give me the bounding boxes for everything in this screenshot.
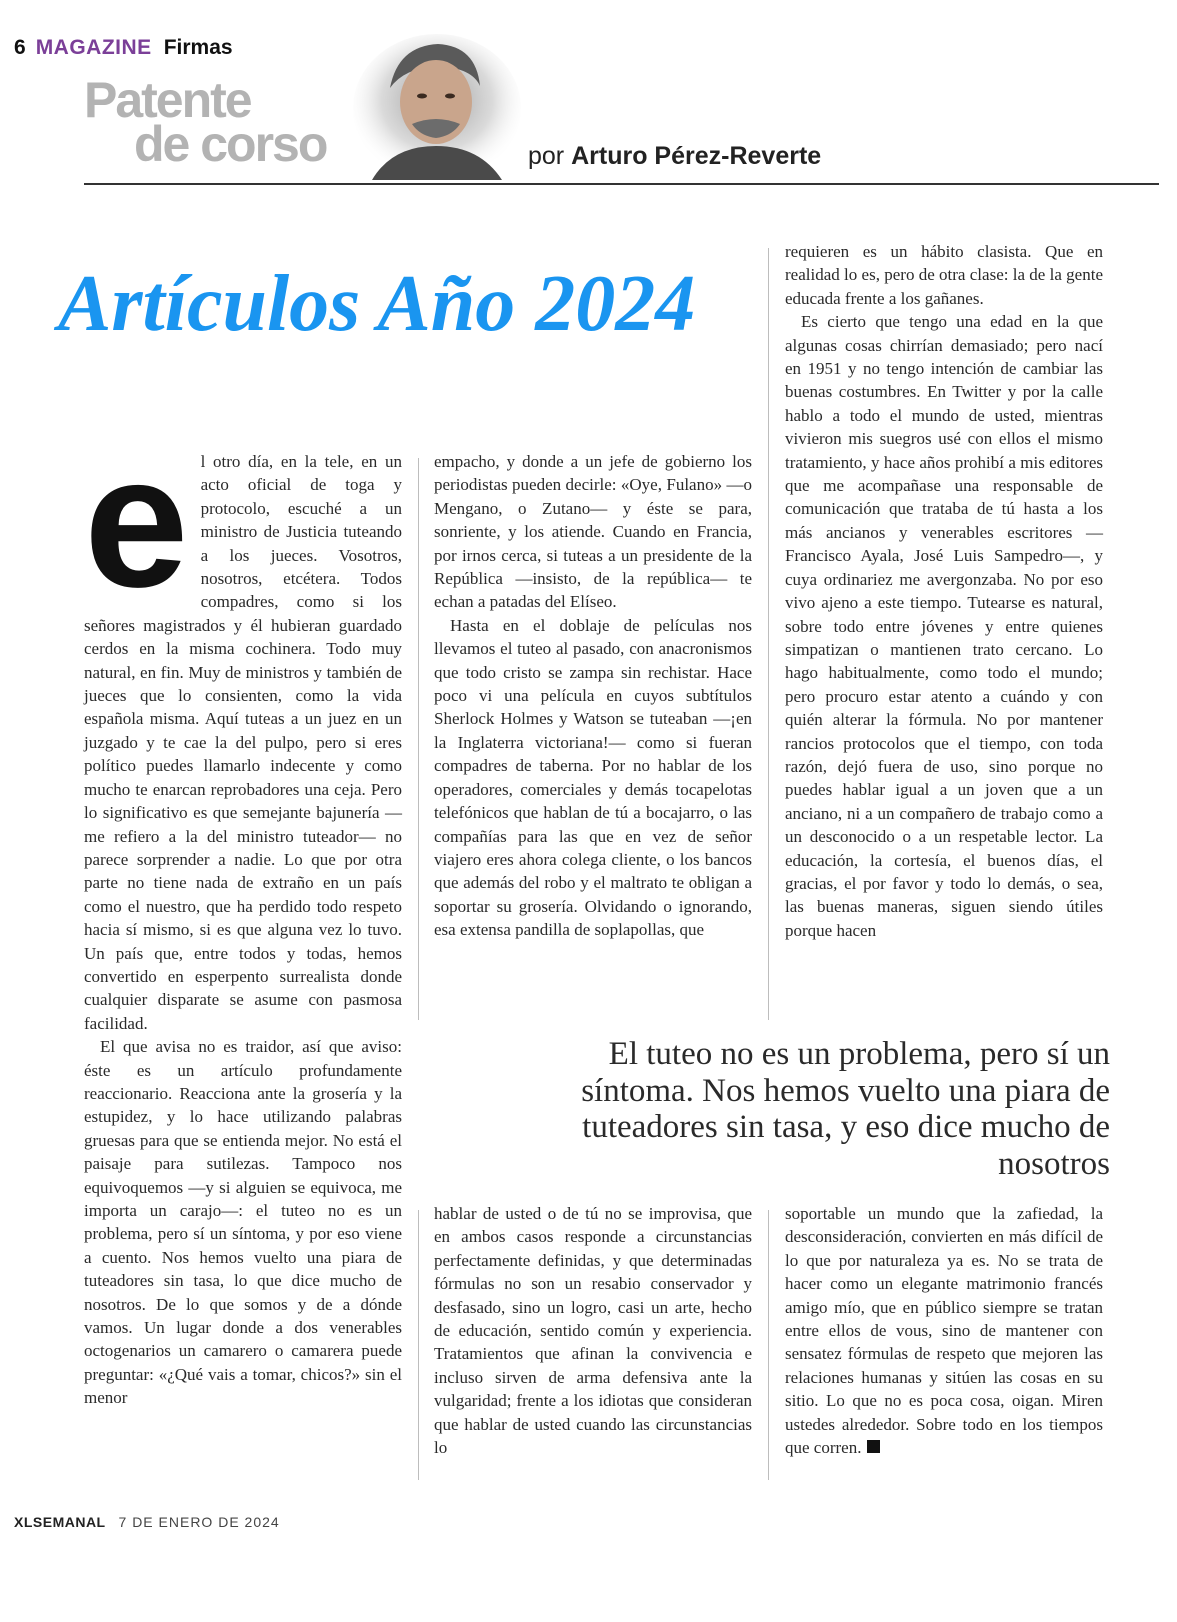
pull-quote: El tuteo no es un problema, pero sí un síntoma. Nos hemos vuelto una piara de tuteadores sin tasa, y eso dice mucho de nosotros [581, 1036, 1110, 1182]
archive-title: Artículos Año 2024 [58, 260, 696, 348]
end-of-article-mark [867, 1440, 880, 1453]
column-divider [418, 1210, 419, 1480]
magazine-label: MAGAZINE [35, 36, 152, 59]
footer-date: 7 DE ENERO DE 2024 [118, 1514, 280, 1530]
footer-brand: XLSEMANAL [14, 1514, 106, 1530]
article-paragraph: Hasta en el doblaje de películas nos llevamos el tuteo al pasado, con anacronismos que todo cristo se zampa sin rechistar. Hace poco vi una película en cuyos subtítulos Sherlock Holmes y Watson se tuteaban —¡en la Inglaterra victoriana!— como si fueran compadres de taberna. Por no hablar de los operadores, comerciales y demás tocapelotas telefónicos que hablan de tú a bocajarro, o las compañías para las que en vez de señor viajero eres ahora colega cliente, o los bancos que además del robo y el maltrato te obligan a soportar su grosería. Olvidando o ignorando, esa extensa pandilla de soplapollas, que [434, 615, 752, 940]
article-paragraph: Es cierto que tengo una edad en la que algunas cosas chirrían demasiado; pero nací en 1951 y no tengo intención de cambiar las buenas costumbres. En Twitter y por la calle hablo a todo el mundo de usted, mientras vivieron mis suegros usé con ellos el mismo tratamiento, y hace años prohibí a mis editores que me acompañase una responsable de comunicación que trataba de tú hasta a los más ancianos y venerables escritores —Francisco Ayala, José Luis Sampedro—, y cuya ordinariez me avergonzaba. No por eso vivo ajeno a este tiempo. Tutearse es natural, sobre todo entre jóvenes y entre quienes simpatizan o mantienen trato cercano. Lo hago habitualmente, como todo el mundo; pero procuro estar atento a cuándo y con quién alterar la fórmula. No por mantener rancios protocolos que el tiempo, con toda razón, dejó fuera de uso, sino porque no puedes hablar igual a un joven que a un anciano, ni a un compañero de trabajo como a un desconocido o a un respetable lector. La educación, la cortesía, el buenos días, el gracias, el por favor y todo lo demás, o sea, las buenas maneras, siguen siendo útiles porque hacen [785, 312, 1103, 940]
drop-cap: e [84, 416, 189, 626]
byline [528, 142, 821, 171]
masthead [14, 36, 233, 60]
column-divider [418, 458, 419, 1020]
article-paragraph: empacho, y donde a un jefe de gobierno los periodistas pueden decirle: «Oye, Fulano» —o Mengano, o Zutano— y éste se para, sonriente, y los atiende. Cuando en Francia, por irnos cerca, si tuteas a un presidente de la República —insisto, de la república— te echan a patadas del Elíseo. [434, 452, 752, 612]
column-title-line1: Patente [84, 72, 251, 128]
column-divider [768, 1210, 769, 1480]
article-paragraph: requieren es un hábito clasista. Que en realidad lo es, pero de otra clase: la de la gente educada frente a los gañanes. [785, 242, 1103, 308]
article-column-1 [84, 416, 402, 1410]
page-footer [14, 1514, 280, 1530]
paragraph-text: soportable un mundo que la zafiedad, la desconsideración, convierten en más difícil de lo que por naturaleza ya es. No se trata de hacer como un elegante matrimonio francés amigo mío, que en público siempre se tratan entre ellos de vous, sino de mantener con sensatez fórmulas de respeto que mejoren las relaciones humanas y sitúen las cosas en su sitio. Lo que no es poca cosa, oigan. Miren ustedes alrededor. Sobre todo en los tiempos que corren. [785, 1204, 1103, 1458]
article-paragraph [84, 416, 402, 1035]
article-column-2 [434, 450, 752, 942]
author-portrait [352, 28, 522, 180]
paragraph-text: l otro día, en la tele, en un acto oficial de toga y protocolo, escuché a un ministro de Justicia tuteando a los jueces. Vosotros, nosotros, etcétera. Todos compadres, como si los señores magistrados y él hubieran guardado cerdos en la misma cochinera. Todo muy natural, en fin. Muy de ministros y también de jueces que lo consienten, como la vida española misma. Aquí tuteas a un juez en un juzgado y te cae la del pulpo, pero si eres político puedes llamarlo indecente y como mucho te enarcan reprobadores una ceja. Pero lo significativo es que semejante bajunería —me refiero a la del ministro tuteador— no parece sorprender a nadie. Lo que por otra parte no tiene nada de extraño en un país como el nuestro, que ha perdido todo respeto hacia sí mismo, si es que alguna vez lo tuvo. Un país que, entre todos y todas, hemos convertido en esperpento surrealista donde cualquier disparate se asume con pasmosa facilidad. [84, 452, 402, 1033]
article-paragraph: hablar de usted o de tú no se improvisa, que en ambos casos responde a circunstancias perfectamente definidas, y que determinadas fórmulas no son un resabio conservador y desfasado, sino un logro, casi un arte, hecho de educación, sentido común y experiencia. Tratamientos que afinan la convivencia e incluso sirven de arma defensiva ante la vulgaridad; frente a los idiotas que consideran que hablar de usted cuando las circunstancias lo [434, 1204, 752, 1458]
article-paragraph [785, 1202, 1103, 1459]
column-title [84, 72, 327, 172]
author-name: Arturo Pérez-Reverte [571, 142, 822, 170]
section-label: Firmas [163, 36, 233, 59]
header-divider [84, 183, 1159, 185]
page-number: 6 [14, 36, 26, 59]
article-column-3-continued [785, 1202, 1103, 1459]
article-column-3 [785, 240, 1103, 942]
article-column-2-continued [434, 1202, 752, 1459]
column-title-line2: de corso [134, 116, 327, 172]
article-paragraph: El que avisa no es traidor, así que aviso: éste es un artículo profundamente reaccionario. Reacciona ante la grosería y la estupidez, y lo hace utilizando palabras gruesas para que se entienda mejor. No está el paisaje para sutilezas. Tampoco nos equivoquemos —y si alguien se equivoca, me importa un carajo—: el tuteo no es un problema, pero sí un síntoma, y por eso viene a cuento. Nos hemos vuelto una piara de tuteadores sin tasa, lo que dice mucho de nosotros. De lo que somos y de a dónde vamos. Un lugar donde a dos venerables octogenarios un camarero o camarera puede preguntar: «¿Qué vais a tomar, chicos?» sin el menor [84, 1037, 402, 1408]
byline-prefix: por [528, 142, 565, 170]
column-divider [768, 248, 769, 1020]
